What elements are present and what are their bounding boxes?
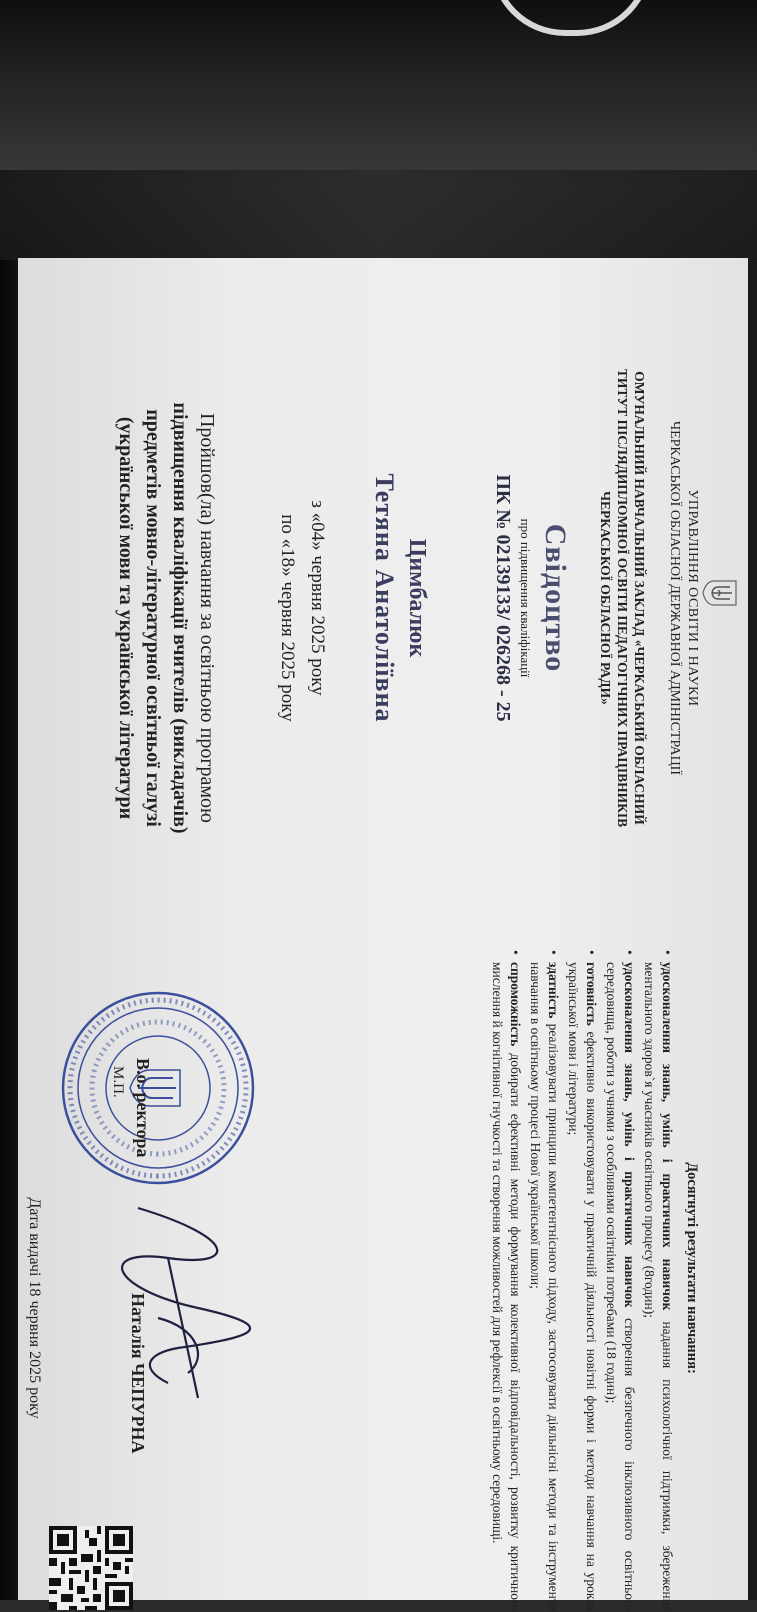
seal-place-label: М.П. <box>110 1066 126 1098</box>
result-item-text: реалізовувати принципи компетентнісного підходу, застосовувати діяльнісні методи та інструменти навчання в освітньому процесі Нової української школи; <box>528 962 561 1612</box>
result-item-text: добирати ефективні методи формування колективної відповідальності, розвитку критичного мислення й когнітивної гнучкості та створення можливостей для рефлексії в освітньому середовищі. <box>490 962 523 1612</box>
date-to: по «18» червня 2025 року <box>277 514 298 722</box>
result-item <box>602 962 638 1612</box>
result-item-lead: спроможність <box>508 962 523 1047</box>
desk-shadow-band <box>0 170 757 260</box>
certificate-content <box>18 258 748 1612</box>
rector-name: Наталія ЧЕПУРНА <box>128 1293 148 1454</box>
result-item-lead: готовність <box>584 962 599 1026</box>
official-stamp-icon <box>58 988 258 1188</box>
issuer-line-2: ЧЕРКАСЬКОЇ ОБЛАСНОЇ ДЕРЖАВНОЇ АДМІНІСТРАЦІЇ <box>667 421 682 775</box>
result-item <box>640 962 676 1612</box>
program-line-2: предметів мовно-літературної освітньої галузі <box>142 409 164 827</box>
certificate-number: ПК № 02139133/ 026268 - 25 <box>492 474 514 722</box>
holder-first-names: Тетяна Анатоліївна <box>370 473 399 723</box>
program-block <box>112 318 220 918</box>
issue-date: Дата видачі 18 червня 2025 року <box>26 1197 43 1419</box>
certificate-sheet <box>18 258 748 1612</box>
result-item-text: надання психологічної підтримки, збереження ментального здоров`я учасників освітнього процесу (8годин); <box>642 962 675 1612</box>
qr-code-icon <box>49 1526 133 1610</box>
program-intro: Пройшов(ла) навчання за освітньою програмою <box>196 412 218 823</box>
result-item-lead: удосконалення знань, умінь і практичних навичок <box>622 962 637 1308</box>
certificate-left-page <box>18 258 748 938</box>
results-title: Досягнуті результати навчання: <box>684 1162 700 1374</box>
result-item-text: створення безпечного інклюзивного освітнього середовища, роботи з учнями з особливими освітніми потребами (18 годин); <box>604 962 637 1612</box>
issuer-line-1: УПРАВЛІННЯ ОСВІТИ І НАУКИ <box>685 489 700 707</box>
result-item-lead: удосконалення знань, умінь і практичних навичок <box>660 962 675 1311</box>
holder-last-name: Цимбалюк <box>404 538 430 658</box>
institution-line-1: ОМУНАЛЬНИЙ НАВЧАЛЬНИЙ ЗАКЛАД «ЧЕРКАСЬКИЙ ОБЛАСНИЙ <box>632 371 647 825</box>
institution-line-3: ЧЕРКАСЬКОЇ ОБЛАСНОЇ РАДИ» <box>598 491 613 705</box>
program-line-1: підвищення кваліфікації вчителів (викладачів) <box>169 402 191 834</box>
results-list <box>486 948 676 1612</box>
document-title: Свідоцтво <box>539 523 572 673</box>
certificate-right-page <box>18 948 748 1612</box>
institution-name <box>597 258 648 938</box>
rector-label: В.о. ректора <box>133 1058 153 1158</box>
document-subtitle: про підвищення кваліфікації <box>518 518 533 678</box>
result-item-text: ефективно використовувати у практичній діяльності новітні форми і методи навчання на уроках української мови і літератури; <box>566 962 599 1612</box>
result-item <box>488 962 524 1612</box>
date-from: з «04» червня 2025 року <box>307 500 328 696</box>
program-line-3: (української мови та української літератури <box>115 416 137 820</box>
institution-line-2: ТИТУТ ПІСЛЯДИПЛОМНОЇ ОСВІТИ ПЕДАГОГІЧНИХ ПРАЦІВНИКІВ <box>615 368 630 828</box>
handwritten-signature-icon <box>98 1198 258 1418</box>
result-item <box>526 962 562 1612</box>
result-item <box>564 962 600 1612</box>
trident-emblem-icon <box>702 578 738 608</box>
result-item-lead: здатність <box>546 962 561 1019</box>
